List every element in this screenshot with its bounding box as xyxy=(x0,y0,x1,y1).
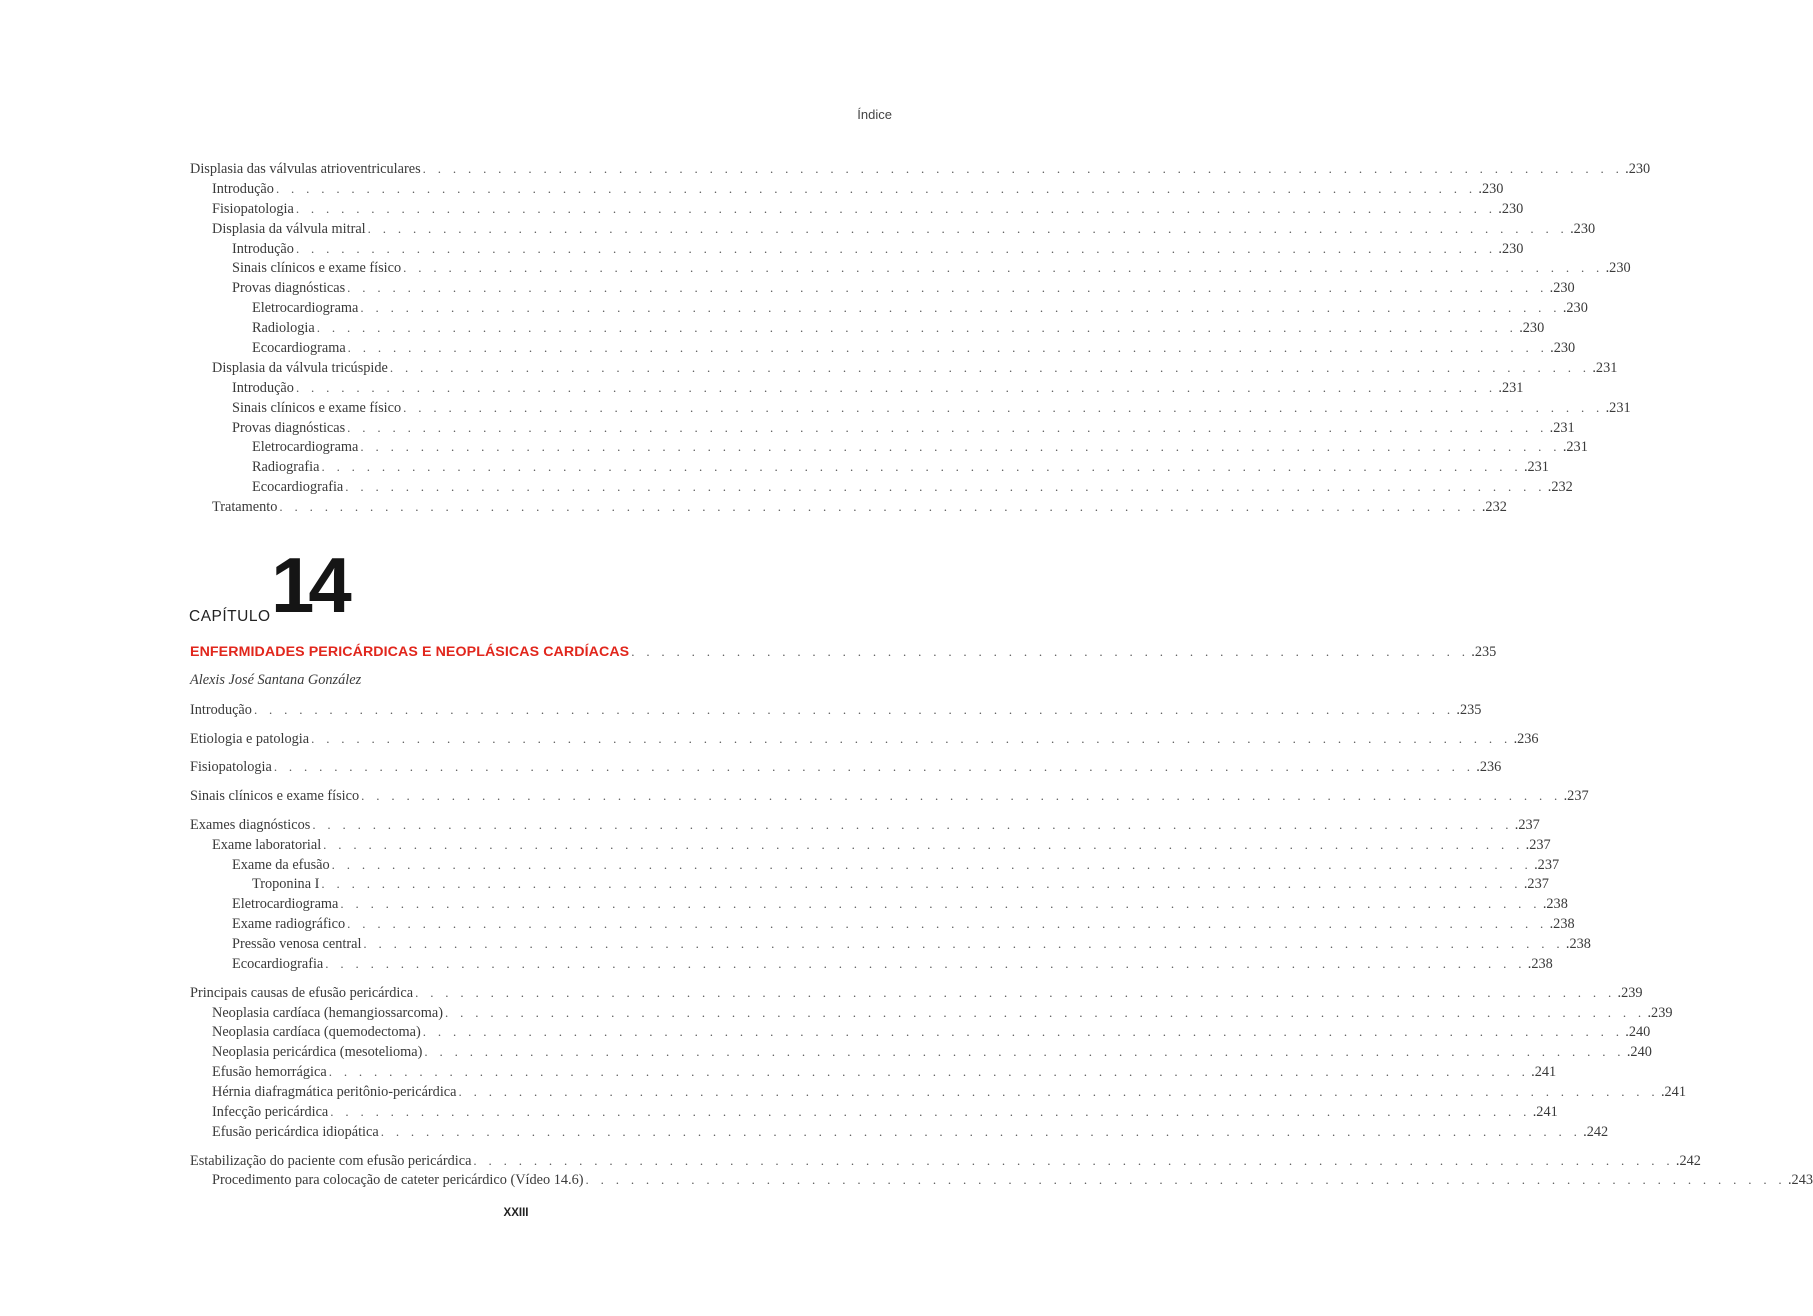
leader-dots: . . . . . . . . . . . . . . . . . . . . . . . . . . . . . . . . . . . . . . . . . . . . . . . . . . . . . . . . . . . . . . . . . . . . . . . . . . . . . . . . xyxy=(347,419,1548,435)
toc-entry-page: .230 xyxy=(1478,180,1504,197)
toc-entry-title: Ecocardiografia xyxy=(252,479,344,496)
toc-entry-page: .238 xyxy=(1542,896,1568,913)
toc-entry-page: .238 xyxy=(1549,916,1575,933)
toc-entry-title: Introdução xyxy=(190,702,252,718)
toc-entry[interactable] xyxy=(190,954,1553,974)
leader-dots: . . . . . . . . . . . . . . . . . . . . . . . . . . . . . . . . . . . . . . . . . . . . . . . . . . . . . . . . . . . . . . . . . . . . . . . . . . . . . . . . xyxy=(331,856,1533,872)
toc-entry-title: Troponina I xyxy=(252,876,320,893)
leader-dots: . . . . . . . . . . . . . . . . . . . . . . . . . . . . . . . . . . . . . . . . . . . . . . . . . . . . . . . . . . . . . . . . . . . . . . . . . . . . . . . . xyxy=(347,916,1548,932)
leader-dots: . . . . . . . . . . . . . . . . . . . . . . . . . . . . . . . . . . . . . . . . . . . . . . . . . . . . . . . . . . . . . . . . . . . . . . . . . . . . . . . . xyxy=(273,759,1475,775)
chapter-author: Alexis José Santana González xyxy=(190,672,362,688)
toc-entry[interactable] xyxy=(190,497,1507,517)
toc-entry[interactable] xyxy=(190,894,1568,914)
toc-entry-title: Efusão pericárdica idiopática xyxy=(212,1123,379,1140)
toc-entry-page: .230 xyxy=(1570,220,1596,237)
toc-entry-page: .243 xyxy=(1787,1172,1813,1189)
toc-entry-page: .231 xyxy=(1549,419,1575,436)
leader-dots: . . . . . . . . . . . . . . . . . . . . . . . . . . . . . . . . . . . . . . . . . . . . . . . . . . . . . . . . . . . . . . . . . . . . . . . . . . . . . . . . xyxy=(275,180,1477,196)
toc-entry-page: .235 xyxy=(1456,702,1482,718)
leader-dots: . . . . . . . . . . . . . . . . . . . . . . . . . . . . . . . . . . . . . . . . . . . . . . . . . . . . . . . . . . . . . . . . . . . . . . . . . . . . . . . . xyxy=(253,702,1455,717)
leader-dots: . . . . . . . . . . . . . . . . . . . . . . . . . . . . . . . . . . . . . . . . . . . . . . . . . . . . . . . . . . . . . . . . . . . . . . . . . . . . . . . . xyxy=(403,260,1604,276)
toc-entry-page: .241 xyxy=(1532,1104,1558,1121)
toc-entry-title: Eletrocardiograma xyxy=(232,896,339,913)
leader-dots: . . . . . . . . . . . . . . . . . . . . . . . . . . . . . . . . . . . . . . . . . . . . . . . . . . . . . . . . . . . . . . . . . . . . . . . . . . . . . . . . xyxy=(311,730,1512,746)
toc-entry-page: .242 xyxy=(1675,1152,1701,1169)
toc-entry-title: Exame da efusão xyxy=(232,856,330,873)
running-header: Índice xyxy=(857,107,892,122)
toc-entry-title: Sinais clínicos e exame físico xyxy=(190,788,360,805)
toc-entry-page: .236 xyxy=(1513,730,1539,747)
toc-entry-title: Infecção pericárdica xyxy=(212,1104,329,1121)
leader-dots: . . . . . . . . . . . . . . . . . . . . . . . . . . . . . . . . . . . . . . . . . . . . . . . . . . . . . . . . . . . . . . . . . . . . . . . . . . . . . . . . xyxy=(295,379,1497,395)
toc-entry-page: .230 xyxy=(1498,240,1524,257)
leader-dots: . . . . . . . . . . . . . . . . . . . . . . . . . . . . . . . . . . . . . . . . . . . . . . . . . . . . . . . . . . . . . . . . . . . . . . . . . . . . . . . . xyxy=(295,240,1497,256)
leader-dots: . . . . . . . . . . . . . . . . . . . . . . . . . . . . . . . . . . . . . . . . . . . . . . . . . . . . . . . . . . . . . . . . . . . . . . . . . . . . . . . . xyxy=(424,1044,1625,1060)
toc-entry[interactable] xyxy=(190,418,1575,438)
toc-entry[interactable] xyxy=(190,914,1575,934)
toc-entry[interactable] xyxy=(190,835,1551,855)
toc-entry-title: Estabilização do paciente com efusão pericárdica xyxy=(190,1152,472,1169)
toc-entry[interactable] xyxy=(190,1003,1673,1023)
leader-dots: . . . . . . . . . . . . . . . . . . . . . . . . . . . . . . . . . . . . . . . . . . . . . . . . . . . . . . . . . . . . . . . . . . . . . . . . . . . . . . . . xyxy=(325,955,1526,971)
toc-entry-title: Introdução xyxy=(212,180,274,197)
toc-entry-title: Radiologia xyxy=(252,320,315,337)
toc-entry-title: Eletrocardiograma xyxy=(252,439,359,456)
leader-dots: . . . . . . . . . . . . . . . . . . . . . . . . . . . . . . . . . . . . . . . . . . . . . . . . . . . . . . . . . . . . . . . . . . . . . . . . . . . . . . . . xyxy=(422,161,1624,176)
toc-entry[interactable] xyxy=(190,934,1591,954)
toc-entry-page: .231 xyxy=(1592,359,1618,376)
toc-entry-page: .230 xyxy=(1550,340,1576,357)
toc-entry[interactable] xyxy=(190,700,1482,720)
leader-dots: . . . . . . . . . . . . . . . . . . . . . . . . . . . . . . . . . . . . . . . . . . . . . . . . . . . . . . . . . . . . . . . . . . . . . . . . . . . . . . . . xyxy=(328,1064,1530,1080)
toc-entry-title: Sinais clínicos e exame físico xyxy=(232,399,402,416)
leader-dots: . . . . . . . . . . . . . . . . . . . . . . . . . . . . . . . . . . . . . . . . . . . . . . . . . . . . . . . . . . . . . . . . . . . . . . . . . . . . . . . . xyxy=(279,499,1480,515)
toc-entry-title: Sinais clínicos e exame físico xyxy=(232,260,402,277)
toc-entry[interactable] xyxy=(190,729,1539,749)
toc-entry[interactable] xyxy=(190,1102,1558,1122)
toc-entry[interactable] xyxy=(190,219,1596,239)
toc-entry-title: Fisiopatologia xyxy=(190,759,272,776)
toc-entry-title: Tratamento xyxy=(212,499,278,516)
leader-dots: . . . . . . . . . . . . . . . . . . . . . . . . . . . . . . . . . . . . . . . . . . . . . . . . . . . . . . . . . . . . . . . . . . . . . . . . . . . . . . . . xyxy=(321,459,1522,475)
toc-entry-page: .241 xyxy=(1531,1064,1557,1081)
toc-entry-title: Procedimento para colocação de cateter pericárdico (Vídeo 14.6) xyxy=(212,1172,584,1189)
leader-dots: . . . . . . . . . . . . . . . . . . . . . . . . . . . . . . . . . . . . . . . . . . . . . . . . . . . . . . . . . . . . . . . . . . . . . . . . . . . . . . . . xyxy=(316,320,1518,336)
toc-entry-page: .237 xyxy=(1534,856,1560,873)
toc-entry[interactable] xyxy=(190,1151,1701,1171)
toc-entry-title: Hérnia diafragmática peritônio-pericárdica xyxy=(212,1084,457,1101)
toc-entry-page: .238 xyxy=(1527,955,1553,972)
toc-entry[interactable] xyxy=(190,358,1618,378)
leader-dots: . . . . . . . . . . . . . . . . . . . . . . . . . . . . . . . . . . . . . . . . . . . . . . . . . . . . . . . . . . . . . . . . . . . . . . . . . . . . . . . . xyxy=(473,1152,1674,1168)
leader-dots: . . . . . . . . . . . . . . . . . . . . . . . . . . . . . . . . . . . . . . . . . . . . . . . . . . . . . . . . . . . . . . . . . . . . . . . . . . . . . . . . xyxy=(363,936,1564,952)
toc-entry-title: Ecocardiografia xyxy=(232,955,324,972)
leader-dots: . . . . . . . . . . . . . . . . . . . . . . . . . . . . . . . . . . . . . . . . . . . . . . . . . . . . . . . . . . . . . . . . . . . . . . . . . . . . . . . . xyxy=(585,1172,1786,1188)
toc-entry-page: .230 xyxy=(1519,320,1545,337)
toc-entry-page: .231 xyxy=(1523,459,1549,476)
toc-entry[interactable] xyxy=(190,298,1588,318)
toc-entry[interactable] xyxy=(190,398,1631,418)
toc-entry-page: .230 xyxy=(1605,260,1631,277)
toc-entry[interactable] xyxy=(190,258,1631,278)
chapter-heading xyxy=(189,541,489,629)
toc-entry[interactable] xyxy=(190,983,1643,1003)
toc-entry-page: .240 xyxy=(1625,1024,1651,1041)
toc-entry-title: Etiologia e patologia xyxy=(190,730,310,747)
page-number: XXIII xyxy=(503,1207,529,1219)
leader-dots: . . . . . . . . . . . . . . . . . . . . . . . . . . . . . . . . . . . . . . . . . . . . . . . . . . . . . . . . xyxy=(631,644,1470,659)
leader-dots: . . . . . . . . . . . . . . . . . . . . . . . . . . . . . . . . . . . . . . . . . . . . . . . . . . . . . . . . . . . . . . . . . . . . . . . . . . . . . . . . xyxy=(330,1104,1531,1120)
toc-entry-title: Provas diagnósticas xyxy=(232,280,346,297)
toc-entry-title: Ecocardiograma xyxy=(252,340,346,357)
leader-dots: . . . . . . . . . . . . . . . . . . . . . . . . . . . . . . . . . . . . . . . . . . . . . . . . . . . . . . . . . . . . . . . . . . . . . . . . . . . . . . . . xyxy=(380,1123,1582,1139)
toc-entry-page: .237 xyxy=(1563,788,1589,805)
toc-entry-page: .237 xyxy=(1523,876,1549,893)
toc-entry-page: .230 xyxy=(1625,161,1651,177)
toc-entry[interactable] xyxy=(190,159,1651,179)
toc-entry-title: Neoplasia pericárdica (mesotelioma) xyxy=(212,1044,423,1061)
toc-entry-title: Pressão venosa central xyxy=(232,936,362,953)
leader-dots: . . . . . . . . . . . . . . . . . . . . . . . . . . . . . . . . . . . . . . . . . . . . . . . . . . . . . . . . . . . . . . . . . . . . . . . . . . . . . . . . xyxy=(445,1004,1646,1020)
toc-entry-page: .231 xyxy=(1562,439,1588,456)
leader-dots: . . . . . . . . . . . . . . . . . . . . . . . . . . . . . . . . . . . . . . . . . . . . . . . . . . . . . . . . . . . . . . . . . . . . . . . . . . . . . . . . xyxy=(323,836,1524,852)
leader-dots: . . . . . . . . . . . . . . . . . . . . . . . . . . . . . . . . . . . . . . . . . . . . . . . . . . . . . . . . . . . . . . . . . . . . . . . . . . . . . . . . xyxy=(295,200,1497,216)
toc-entry[interactable] xyxy=(190,786,1589,806)
leader-dots: . . . . . . . . . . . . . . . . . . . . . . . . . . . . . . . . . . . . . . . . . . . . . . . . . . . . . . . . . . . . . . . . . . . . . . . . . . . . . . . . xyxy=(403,399,1604,415)
toc-entry[interactable] xyxy=(190,1082,1686,1102)
leader-dots: . . . . . . . . . . . . . . . . . . . . . . . . . . . . . . . . . . . . . . . . . . . . . . . . . . . . . . . . . . . . . . . . . . . . . . . . . . . . . . . . xyxy=(389,359,1591,375)
toc-entry-title: Exame laboratorial xyxy=(212,836,322,853)
toc-entry[interactable] xyxy=(190,1042,1652,1062)
toc-entry-page: .237 xyxy=(1525,836,1551,853)
leader-dots: . . . . . . . . . . . . . . . . . . . . . . . . . . . . . . . . . . . . . . . . . . . . . . . . . . . . . . . . . . . . . . . . . . . . . . . . . . . . . . . . xyxy=(347,340,1549,356)
toc-entry-title: Provas diagnósticas xyxy=(232,419,346,436)
toc-entry-page: .230 xyxy=(1549,280,1575,297)
toc-section-previous-chapter xyxy=(190,159,1651,517)
toc-entry[interactable] xyxy=(190,855,1560,875)
toc-entry-page: .242 xyxy=(1583,1123,1609,1140)
toc-entry-title: Fisiopatologia xyxy=(212,200,294,217)
chapter-number: 14 xyxy=(271,541,346,629)
toc-entry-page: .239 xyxy=(1617,984,1643,1001)
leader-dots: . . . . . . . . . . . . . . . . . . . . . . . . . . . . . . . . . . . . . . . . . . . . . . . . . . . . . . . . . . . . . . . . . . . . . . . . . . . . . . . . xyxy=(360,439,1561,455)
leader-dots: . . . . . . . . . . . . . . . . . . . . . . . . . . . . . . . . . . . . . . . . . . . . . . . . . . . . . . . . . . . . . . . . . . . . . . . . . . . . . . . . xyxy=(312,816,1513,832)
leader-dots: . . . . . . . . . . . . . . . . . . . . . . . . . . . . . . . . . . . . . . . . . . . . . . . . . . . . . . . . . . . . . . . . . . . . . . . . . . . . . . . . xyxy=(422,1024,1624,1040)
toc-entry[interactable] xyxy=(190,378,1524,398)
toc-entry-title: Neoplasia cardíaca (quemodectoma) xyxy=(212,1024,421,1041)
toc-entry-page: .238 xyxy=(1565,936,1591,953)
toc-entry[interactable] xyxy=(190,239,1524,259)
leader-dots: . . . . . . . . . . . . . . . . . . . . . . . . . . . . . . . . . . . . . . . . . . . . . . . . . . . . . . . . . . . . . . . . . . . . . . . . . . . . . . . . xyxy=(345,479,1546,495)
leader-dots: . . . . . . . . . . . . . . . . . . . . . . . . . . . . . . . . . . . . . . . . . . . . . . . . . . . . . . . . . . . . . . . . . . . . . . . . . . . . . . . . xyxy=(360,300,1561,316)
toc-entry-title: Eletrocardiograma xyxy=(252,300,359,317)
toc-entry[interactable] xyxy=(190,874,1549,894)
toc-entry-page: .230 xyxy=(1498,200,1524,217)
chapter-page-number: .235 xyxy=(1471,644,1497,660)
toc-entry[interactable] xyxy=(190,1062,1557,1082)
toc-entry-title: Radiografia xyxy=(252,459,320,476)
toc-entry[interactable] xyxy=(190,477,1573,497)
leader-dots: . . . . . . . . . . . . . . . . . . . . . . . . . . . . . . . . . . . . . . . . . . . . . . . . . . . . . . . . . . . . . . . . . . . . . . . . . . . . . . . . xyxy=(347,280,1548,296)
toc-entry-title: Exames diagnósticos xyxy=(190,816,311,833)
toc-entry-page: .236 xyxy=(1476,759,1502,776)
leader-dots: . . . . . . . . . . . . . . . . . . . . . . . . . . . . . . . . . . . . . . . . . . . . . . . . . . . . . . . . . . . . . . . . . . . . . . . . . . . . . . . . xyxy=(361,788,1562,804)
chapter-title: ENFERMIDADES PERICÁRDICAS E NEOPLÁSICAS CARDÍACAS xyxy=(190,644,630,660)
toc-entry-page: .232 xyxy=(1481,499,1507,516)
leader-dots: . . . . . . . . . . . . . . . . . . . . . . . . . . . . . . . . . . . . . . . . . . . . . . . . . . . . . . . . . . . . . . . . . . . . . . . . . . . . . . . . xyxy=(367,220,1569,236)
toc-entry[interactable] xyxy=(190,757,1502,777)
toc-entry-title: Exame radiográfico xyxy=(232,916,346,933)
chapter-title-row[interactable] xyxy=(190,642,1497,662)
toc-entry-title: Efusão hemorrágica xyxy=(212,1064,327,1081)
leader-dots: . . . . . . . . . . . . . . . . . . . . . . . . . . . . . . . . . . . . . . . . . . . . . . . . . . . . . . . . . . . . . . . . . . . . . . . . . . . . . . . . xyxy=(415,984,1616,1000)
toc-section-chapter-14 xyxy=(190,700,1813,1190)
toc-entry-title: Introdução xyxy=(232,379,294,396)
toc-entry-page: .232 xyxy=(1547,479,1573,496)
toc-entry-page: .240 xyxy=(1626,1044,1652,1061)
toc-entry-title: Displasia das válvulas atrioventriculares xyxy=(190,161,421,177)
leader-dots: . . . . . . . . . . . . . . . . . . . . . . . . . . . . . . . . . . . . . . . . . . . . . . . . . . . . . . . . . . . . . . . . . . . . . . . . . . . . . . . . xyxy=(458,1084,1659,1100)
toc-entry-page: .239 xyxy=(1647,1004,1673,1021)
toc-entry-title: Displasia da válvula tricúspide xyxy=(212,359,388,376)
toc-entry-title: Neoplasia cardíaca (hemangiossarcoma) xyxy=(212,1004,444,1021)
toc-entry-title: Displasia da válvula mitral xyxy=(212,220,366,237)
toc-entry[interactable] xyxy=(190,318,1545,338)
toc-entry-title: Introdução xyxy=(232,240,294,257)
toc-entry[interactable] xyxy=(190,437,1588,457)
toc-entry[interactable] xyxy=(190,1170,1813,1190)
toc-entry[interactable] xyxy=(190,457,1549,477)
leader-dots: . . . . . . . . . . . . . . . . . . . . . . . . . . . . . . . . . . . . . . . . . . . . . . . . . . . . . . . . . . . . . . . . . . . . . . . . . . . . . . . . xyxy=(340,896,1541,912)
toc-entry[interactable] xyxy=(190,1122,1609,1142)
toc-entry[interactable] xyxy=(190,179,1504,199)
toc-entry-title: Principais causas de efusão pericárdica xyxy=(190,984,414,1001)
toc-entry[interactable] xyxy=(190,1022,1651,1042)
toc-entry-page: .237 xyxy=(1514,816,1540,833)
toc-entry[interactable] xyxy=(190,278,1575,298)
toc-entry-page: .241 xyxy=(1660,1084,1686,1101)
toc-entry-page: .231 xyxy=(1605,399,1631,416)
chapter-label: CAPÍTULO xyxy=(189,608,271,625)
toc-entry[interactable] xyxy=(190,199,1524,219)
leader-dots: . . . . . . . . . . . . . . . . . . . . . . . . . . . . . . . . . . . . . . . . . . . . . . . . . . . . . . . . . . . . . . . . . . . . . . . . . . . . . . . . xyxy=(321,876,1522,892)
toc-entry[interactable] xyxy=(190,815,1540,835)
toc-entry-page: .230 xyxy=(1562,300,1588,317)
toc-entry-page: .231 xyxy=(1498,379,1524,396)
toc-entry[interactable] xyxy=(190,338,1576,358)
